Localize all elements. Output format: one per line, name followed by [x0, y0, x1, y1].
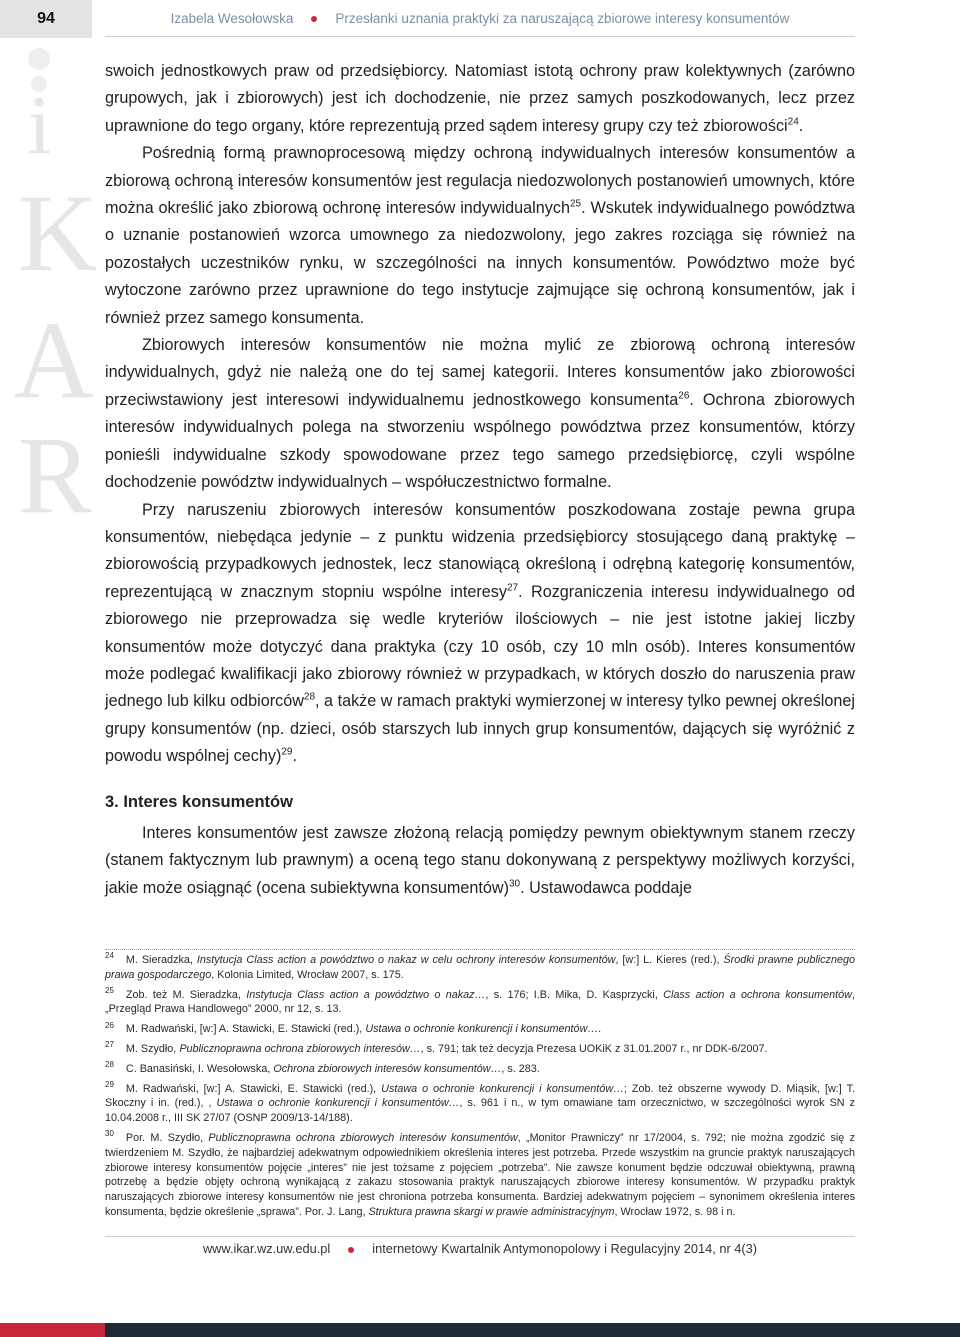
footnote-ref[interactable]: 26 — [678, 390, 690, 402]
bottom-bar-accent — [0, 1323, 105, 1337]
footnote-ref[interactable]: 29 — [281, 746, 293, 758]
header-author: Izabela Wesołowska — [170, 11, 294, 26]
footnote-24: $^{24}$ M. Sieradzka, Instytucja Class action a powództwo o nakaz w celu ochrony interesów konsumentów, [w:] L. Kieres (red.), Środki prawne publicznego prawa gospodarczego, Kolonia Limited, Wrocław 2007, s. 175. — [105, 951, 855, 981]
bullet-icon — [348, 1247, 354, 1253]
side-letter-a: A — [14, 299, 94, 421]
footnote-rule — [105, 949, 855, 950]
paragraph: swoich jednostkowych praw od przedsiębiorcy. Natomiast istotą ochrony praw kolektywnych (zarówno grupowych, jak i zbiorowych) jest ich dochodzenie, nie przez samych poszkodowanych, lecz przez uprawnione do tego organy, które reprezentują przed sądem interesy grupy czy też zbiorowości$^{24}$. — [105, 62, 855, 135]
page-footer — [105, 1241, 855, 1256]
footnote-27: $^{27}$ M. Szydło, Publicznoprawna ochrona zbiorowych interesów…, s. 791; tak też decyzja Prezesa UOKiK z 31.01.2007 r., nr DDK-6/2007. — [105, 1040, 768, 1055]
side-letter-r: R — [18, 414, 92, 536]
paragraph: Interes konsumentów jest zawsze złożoną relacją pomiędzy pewnym obiektywnym stanem rzeczy (stanem faktycznym lub prawnym) a oceną tego stanu dokonywaną z perspektywy możliwych korzyści, jakie może osiągnąć (ocena subiektywna konsumentów)$^{30}$. Ustawodawca poddaje — [105, 823, 855, 897]
footnotes — [105, 953, 855, 1225]
footnote-25: $^{25}$ Zob. też M. Sieradzka, Instytucja Class action a powództwo o nakaz…, s. 176; I.B. Mika, D. Kasprzycki, Class action a ochrona konsumentów, „Przegląd Prawa Handlowego” 2000, nr 12, s. 13. — [105, 986, 855, 1016]
footnote-26: $^{26}$ M. Radwański, [w:] A. Stawicki, E. Stawicki (red.), Ustawa o ochronie konkurencji i konsumentów…. — [105, 1020, 602, 1036]
page-number: 94 — [0, 0, 92, 38]
paragraph: Pośrednią formą prawnoprocesową między ochroną indywidualnych interesów konsumentów a zbiorową ochroną interesów konsumentów jest regulacja niedozwolonych postanowień umownych, które można określić jako zbiorową ochronę interesów indywidualnych$^{25}$. Wskutek indywidualnego powództwa o uznanie postanowień wzorca umownego za niedozwolony, jego zakres rozciąga się również na pozostałych uczestników rynku, w szczególności na innych konsumentów. Powództwo może być wytoczone zarówno przez uprawnione do tego instytucje zajmujące się ochroną konsumentów, jak i również przez samego konsumenta. — [105, 144, 855, 327]
paragraph: Przy naruszeniu zbiorowych interesów konsumentów poszkodowana zostaje pewna grupa konsumentów, niebędąca jedynie – z punktu widzenia przedsiębiorcy stosującego daną praktykę – zbiorowością przypadkowych jednostek, lecz stanowiącą określoną i odrębną kategorię konsumentów, reprezentującą w znacznym stopniu wspólne interesy$^{27}$. Rozgraniczenia interesu indywidualnego od zbiorowego nie przeprowadza się wedle kryteriów ilościowych – nie jest istotne jakiej liczby konsumentów może dotyczyć dana praktyka (czy 10 osób, czy 10 mln osób). Interes konsumentów może podlegać kwalifikacji jako zbiorowy również w przypadkach, w których doszło do naruszenia praw jednego lub kilku odbiorców$^{28}$, a także w ramach praktyki wymierzonej w interesy tylko pewnej określonej grupy konsumentów (np. dzieci, osób starszych lub innych grup konsumentów, dających się wyróżnić z powodu wspólnej cechy)$^{29}$. — [105, 500, 855, 766]
footer-url[interactable]: www.ikar.wz.uw.edu.pl — [202, 1241, 331, 1256]
side-letter-i: i — [28, 79, 52, 172]
footnote-ref[interactable]: 27 — [506, 582, 519, 594]
footnote-ref[interactable]: 24 — [787, 116, 799, 128]
footer-journal: internetowy Kwartalnik Antymonopolowy i Regulacyjny 2014, nr 4(3) — [372, 1241, 758, 1256]
footnote-ref[interactable]: 28 — [303, 691, 316, 703]
paragraph: Zbiorowych interesów konsumentów nie można mylić ze zbiorową ochroną interesów indywidualnych, gdyż nie należą one do tej samej kategorii. Interes konsumentów jako zbiorowości przeciwstawiony jest interesowi indywidualnemu jednostkowego konsumenta$^{26}$. Ochrona zbiorowych interesów indywidualnych polega na stworzeniu wspólnego powództwa przez konsumentów, którzy ponieśli indywidualne szkody spowodowane przez tego samego przedsiębiorcę, czyli wspólne dochodzenie powództw indywidualnych – współuczestnictwo formalne. — [105, 336, 855, 492]
footnote-29: $^{29}$ M. Radwański, [w:] A. Stawicki, E. Stawicki (red.), Ustawa o ochronie konkurencji i konsumentów…; Zob. też obszerne wywody D. Miąsik, [w:] T. Skoczny i in. (red.), , Ustawa o ochronie konkurencji i konsumentów…, s. 961 i n., w tym omawiane tam orzecznictwo, w szczególności wyrok SN z 10.04.2008 r., III SK 27/07 (OSNP 2009/13-14/188). — [105, 1079, 855, 1125]
footnote-ref[interactable]: 30 — [509, 878, 521, 890]
footer-rule — [105, 1236, 855, 1237]
article-body — [105, 58, 855, 902]
header-rule — [105, 36, 855, 37]
footnote-ref[interactable]: 25 — [569, 198, 582, 210]
circle-icon — [28, 48, 50, 70]
running-header — [105, 11, 855, 26]
bullet-icon — [311, 16, 317, 22]
section-heading: 3. Interes konsumentów — [105, 792, 293, 811]
footnote-28: $^{28}$ C. Banasiński, I. Wesołowska, Ochrona zbiorowych interesów konsumentów…, s. 283. — [105, 1060, 540, 1075]
side-letter-k: K — [18, 172, 98, 294]
footnote-30: $^{30}$ Por. M. Szydło, Publicznoprawna ochrona zbiorowych interesów konsumentów, „Monitor Prawniczy” nr 17/2004, s. 792; nie można zgodzić się z twierdzeniem M. Szydło, że najbardziej adekwatnym odpowiednikiem określenia interes jest potrzeba. Przede wszystkim na gruncie praktyk naruszających zbiorowe interesy konsumentów pojęcie „interes” nie jest tożsame z pojęciem „potrzeba”. Nie zawsze konument będzie odczuwał obiektywną, prawną potrzebę a będzie objęty ochroną wynikającą z zakazu stosowania praktyk naruszających zbiorowe interesy konsumentów. W przypadku praktyk naruszających zbiorowe interesy konsumentów nie jest chroniona potrzeba konsumenta. Bardziej adekwatnym pojęciem – synonimem określenia interes konsumenta, będzie określenie „sprawa”. Por. J. Lang, Struktura prawna skargi w prawie administracyjnym, Wrocław 1972, s. 98 i n. — [105, 1129, 855, 1218]
bottom-bar — [0, 1323, 960, 1337]
header-title: Przesłanki uznania praktyki za naruszającą zbiorowe interesy konsumentów — [335, 11, 790, 26]
